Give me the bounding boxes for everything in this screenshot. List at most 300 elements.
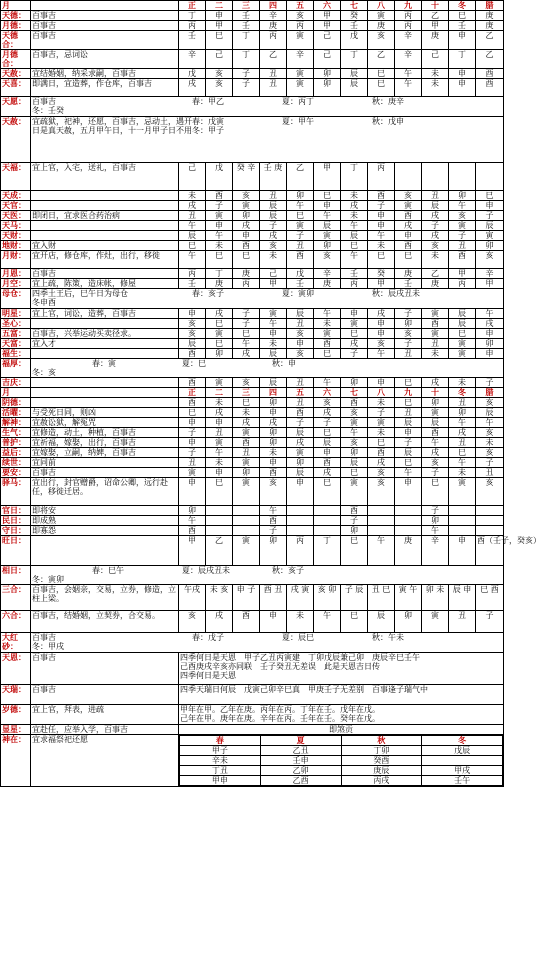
row-desc: 宜修造，动土，种植，百事吉 [31,428,179,438]
month-cell: 子 [179,448,206,458]
month-cell: 巳 [314,191,341,201]
row-name: 显星： [1,725,31,735]
shenzai-grid [179,735,504,787]
table-row [1,319,504,329]
month-cell: 子 [233,69,260,79]
month-cell: 午 [449,418,476,428]
row-name: 活曜： [1,408,31,418]
table-row [1,478,504,506]
month-cell: 戊 [341,31,368,50]
month-header: 正 [179,1,206,11]
month-cell [314,516,341,526]
month-cell: 寅 [449,478,476,506]
month-cell: 乙 [368,50,395,69]
month-cell: 申 [260,458,287,468]
season-summer: 夏：寅卯 [282,289,314,298]
month-cell: 巳 [179,241,206,251]
month-cell: 寅 [476,231,504,241]
month-cell: 申 [395,231,422,241]
table-row [1,418,504,428]
month-cell: 戌 [260,231,287,241]
month-header: 腊 [476,388,504,398]
month-cell: 辰 [260,349,287,359]
month-cell: 子 [476,378,504,388]
month-header-row [1,388,504,398]
table-row [1,725,504,735]
month-cell: 酉 [341,506,368,516]
table-row [1,69,504,79]
month-cell: 寅 午 [395,585,422,611]
month-cell: 酉 [449,251,476,269]
row-name: 岁德： [1,705,31,725]
shenzai-cell: 壬申 [260,756,341,766]
month-cell: 戌 [233,349,260,359]
row-desc: 即满日，宜造葬，作仓库，百事吉 [31,79,179,97]
row-name: 天官： [1,201,31,211]
month-cell: 寅 [422,329,449,339]
month-cell: 酉 丑 [260,585,287,611]
row-name: 福厚： [1,359,31,378]
table-row [1,211,504,221]
month-cell: 子 [395,339,422,349]
month-cell [368,516,395,526]
month-cell: 未 [449,468,476,478]
month-cell: 丙 [260,31,287,50]
header-blank [31,1,179,11]
row-desc: 宜出行，封官赠爵，诏命公卿，远行赴任，移徙迁居。 [31,478,179,506]
month-cell: 丑 巳 [368,585,395,611]
month-cell: 未 [206,398,233,408]
shenzai-cell: 庚辰 [341,766,422,776]
month-cell: 亥 [260,241,287,251]
table-row [1,611,504,633]
season-header: 夏 [260,736,341,746]
table-row [1,329,504,339]
row-desc [31,201,179,211]
row-desc: 即闭日，宜求医合药治病 [31,211,179,221]
row-desc [31,378,179,388]
month-cell: 辰 [314,221,341,231]
row-name: 月空： [1,279,31,289]
text-row [1,653,504,685]
table-row [1,526,504,536]
month-cell: 丑 [449,611,476,633]
month-header-row [1,1,504,11]
shenzai-cell [422,756,503,766]
month-cell: 丑 [287,398,314,408]
month-cell: 酉 [179,378,206,388]
month-cell [368,526,395,536]
month-cell: 亥 [476,251,504,269]
text-row [1,705,504,725]
row-name: 月德： [1,21,31,31]
row-desc: 与受死日同，则凶 [31,408,179,418]
month-cell: 巳 [233,251,260,269]
row-desc: 百事吉 [32,97,56,106]
month-cell: 辰 [260,201,287,211]
month-cell: 辛 [476,269,504,279]
table-row [1,448,504,458]
month-cell: 亥 [233,191,260,201]
month-cell: 酉 [476,79,504,97]
month-cell: 辰 [260,211,287,221]
row-name: 神在： [1,735,31,787]
month-cell: 巳 [449,11,476,21]
month-cell: 丑 [395,408,422,418]
table-row [1,468,504,478]
month-cell: 戌 [341,339,368,349]
month-cell: 亥 [476,428,504,438]
month-cell: 未 [206,458,233,468]
month-cell: 卯 [341,448,368,458]
month-cell: 甲 [368,279,395,289]
season-autumn: 秋：午未 [372,633,404,642]
month-cell: 子 [368,408,395,418]
month-cell: 亥 [368,31,395,50]
month-cell [287,526,314,536]
month-cell: 辛 [260,11,287,21]
season-autumn: 秋：亥子 [272,566,304,575]
season-header: 春 [180,736,261,746]
month-cell: 未 [341,211,368,221]
season-row [1,97,504,117]
month-cell [314,526,341,536]
table-row [1,536,504,566]
table-row [1,735,504,787]
table-row [1,221,504,231]
month-cell: 庚 [422,31,449,50]
month-cell: 亥 [341,408,368,418]
month-cell: 巳 [233,398,260,408]
text-line: 四季何日是天恩 [180,671,236,680]
month-cell: 甲 [476,279,504,289]
shenzai-cell: 癸酉 [341,756,422,766]
season-winter: 冬：亥 [32,368,56,377]
month-cell: 亥 [395,329,422,339]
month-cell: 巳 [341,468,368,478]
month-cell: 卯 [179,506,206,516]
month-cell: 酉 [260,468,287,478]
month-cell: 巳 酉 [476,585,504,611]
month-cell: 戌 [422,448,449,458]
month-cell: 申 [287,478,314,506]
season-summer: 夏：辰戌丑未 [182,566,230,575]
month-cell: 巳 [206,319,233,329]
month-cell: 戌 [476,319,504,329]
month-cell: 未 [341,191,368,201]
season-summer: 夏：辰巳 [282,633,314,642]
month-cell: 午 [179,221,206,231]
month-cell: 子 [233,309,260,319]
month-cell: 午 [260,319,287,329]
month-cell: 未 [476,438,504,448]
month-header: 四 [260,388,287,398]
text-line: 己酉庚戌辛亥亦同联 壬子癸丑无差误 此是天恩吉日传 [180,662,380,671]
month-cell: 酉 [206,191,233,201]
row-desc: 百事吉 [31,653,179,685]
table-row [1,585,504,611]
month-cell: 辰 [395,448,422,458]
month-cell: 申 [449,536,476,566]
month-cell: 丁 [179,11,206,21]
season-summer: 夏：甲午 [282,117,314,126]
month-cell: 寅 [341,418,368,428]
month-cell: 辰 [341,458,368,468]
row-desc: 百事吉 [32,633,56,642]
row-desc: 百事吉 [31,685,179,705]
table-row [1,339,504,349]
row-lines [179,653,504,685]
month-cell: 乙 [422,11,449,21]
month-cell: 卯 [314,69,341,79]
month-cell: 午 [206,231,233,241]
month-cell: 丙 [287,536,314,566]
table-row [1,231,504,241]
season-header: 秋 [341,736,422,746]
month-cell: 巳 [368,79,395,97]
month-cell: 子 [368,201,395,211]
month-cell: 巳 [287,211,314,221]
month-cell: 丑 [449,241,476,251]
month-cell [395,516,422,526]
month-cell: 己 [422,50,449,69]
month-cell: 未 [260,339,287,349]
season-spring: 春：亥子 [192,289,224,298]
shenzai-cell: 甲申 [180,776,261,786]
row-name: 天喜： [1,79,31,97]
month-cell: 巳 [449,329,476,339]
month-cell: 酉（壬子，癸亥） [476,536,504,566]
month-header: 八 [368,388,395,398]
text-row [1,685,504,705]
month-cell: 寅 [422,408,449,418]
month-cell: 申 [476,329,504,339]
month-cell [476,163,504,191]
month-header: 正 [179,388,206,398]
row-desc: 四季土王后，巳午日为母仓 [32,289,128,298]
month-cell: 辰 [179,339,206,349]
row-name: 普护： [1,438,31,448]
month-cell: 午 [314,611,341,633]
month-cell: 申 [314,448,341,458]
month-cell: 甲 [314,21,341,31]
month-cell: 乙 [287,163,314,191]
month-cell: 未 [422,251,449,269]
month-cell: 未 [368,398,395,408]
month-cell: 申 [179,418,206,428]
month-header: 六 [314,388,341,398]
month-cell: 丙 [179,21,206,31]
month-cell: 丙 [341,279,368,289]
month-cell: 辛 [287,50,314,69]
month-cell [395,506,422,516]
month-cell: 辰 [422,201,449,211]
month-cell: 巳 [314,349,341,359]
shenzai-cell: 甲戌 [422,766,503,776]
row-name: 天医： [1,211,31,221]
month-cell: 寅 [233,536,260,566]
month-cell: 卯 [422,516,449,526]
month-cell: 午 [422,438,449,448]
row-desc [31,349,179,359]
month-cell: 丙 [179,269,206,279]
month-cell: 巳 [368,438,395,448]
row-lines [179,685,504,705]
month-cell: 午 [233,339,260,349]
month-cell [449,506,476,516]
month-cell: 申 [179,438,206,448]
month-cell: 庚 [422,279,449,289]
month-cell: 申 [449,79,476,97]
month-cell: 午 [422,526,449,536]
shenzai-cell: 丙戌 [341,776,422,786]
month-cell: 辛 [395,31,422,50]
month-cell: 申 [368,329,395,339]
month-cell: 子 [206,201,233,211]
month-header: 七 [341,388,368,398]
month-cell: 巳 [314,478,341,506]
month-cell: 亥 [206,79,233,97]
month-cell: 酉 [422,428,449,438]
season-row [1,633,504,653]
month-cell: 庚 [368,21,395,31]
month-cell: 甲 [314,11,341,21]
shenzai-cell: 丁丑 [180,766,261,776]
month-cell: 卯 [233,211,260,221]
month-header: 冬 [449,1,476,11]
month-cell: 酉 [341,398,368,408]
season-autumn: 秋：庚辛 [372,97,404,106]
row-name: 月财： [1,251,31,269]
month-cell: 卯 [287,191,314,201]
row-name: 吉庆： [1,378,31,388]
table-row [1,191,504,201]
month-cell: 寅 [206,329,233,339]
month-cell: 壬 [233,21,260,31]
month-cell: 酉 [368,191,395,201]
month-cell: 辰 [395,418,422,428]
month-cell: 巳 [395,458,422,468]
month-cell: 戌 [233,418,260,428]
month-cell: 壬 [395,279,422,289]
month-cell: 戌 [422,231,449,241]
row-desc: 宜结婚姻，纳采求嗣，百事吉 [31,69,179,79]
season-winter: 冬：寅卯 [32,575,64,584]
header-blank [31,388,179,398]
month-cell: 巳 [206,251,233,269]
month-cell: 午 [395,468,422,478]
season-winter: 冬：壬癸 [32,106,64,115]
month-cell: 未 [368,428,395,438]
month-cell: 甲 [260,279,287,289]
month-cell: 寅 [260,309,287,319]
month-cell [206,516,233,526]
month-header: 腊 [476,1,504,11]
month-cell: 亥 [287,329,314,339]
month-cell: 子 [233,79,260,97]
month-cell: 子 [341,349,368,359]
month-cell: 亥 [314,398,341,408]
month-cell: 辰 [314,438,341,448]
month-cell [287,516,314,526]
row-desc: 宜上官，词讼，造葬，百事吉 [31,309,179,319]
month-cell: 申 [476,201,504,211]
month-cell: 申 [341,309,368,319]
month-cell: 卯 [260,536,287,566]
row-desc: 宜入才 [31,339,179,349]
month-cell: 申 [368,378,395,388]
month-cell: 庚 [395,269,422,279]
season-spring: 春：巳午 [92,566,124,575]
table-row [1,309,504,319]
month-cell: 卯 [206,349,233,359]
month-cell: 子 [476,458,504,468]
row-desc: 百事吉 [31,468,179,478]
month-cell: 午 [179,516,206,526]
row-name: 天愿： [1,97,31,117]
month-cell: 卯 [395,611,422,633]
row-lines [179,705,504,725]
row-desc: 宜求福祭祀还愿 [31,735,179,787]
month-cell: 申 [233,231,260,241]
month-cell: 戌 [422,211,449,221]
month-cell: 午 [449,201,476,211]
month-header: 冬 [449,388,476,398]
month-cell: 丑 [287,319,314,329]
month-cell: 甲 [449,269,476,279]
text-line: 甲年在甲。乙年在庚。丙年在丙。丁年在壬。戊年在戊。 [180,705,380,714]
month-cell: 戌 [368,458,395,468]
month-cell: 巳 [341,329,368,339]
month-cell: 子 [260,221,287,231]
month-cell: 己 [179,163,206,191]
month-cell: 壬 [449,21,476,31]
month-cell: 申 [206,468,233,478]
table-row [1,408,504,418]
row-desc [31,221,179,231]
month-cell: 辰 [179,231,206,241]
month-cell: 戌 [449,428,476,438]
month-cell: 寅 [314,329,341,339]
month-cell: 子 [260,526,287,536]
row-desc: 百事吉 [31,269,179,279]
month-cell: 丑 [287,241,314,251]
month-cell: 庚 [395,536,422,566]
month-cell: 申 [368,319,395,329]
month-cell: 戌 [314,468,341,478]
month-cell: 寅 [233,201,260,211]
month-cell: 亥 [233,378,260,388]
month-cell: 辰 [368,611,395,633]
month-cell: 亥 [287,349,314,359]
month-cell: 亥 [179,319,206,329]
month-cell: 丁 [341,163,368,191]
month-header: 九 [395,388,422,398]
row-desc: 宜上疏，陈策，造床帐，修屋 [31,279,179,289]
month-cell: 亥 [368,339,395,349]
month-cell: 亥 卯 [314,585,341,611]
row-name: 福生： [1,349,31,359]
month-cell: 乙 [260,50,287,69]
row-desc: 百事吉，兴举运动买卖径求。 [31,329,179,339]
row-name: 天财： [1,231,31,241]
table-row [1,241,504,251]
month-cell: 子 [476,611,504,633]
season-row [1,117,504,163]
month-cell: 酉 [179,349,206,359]
month-cell: 子 [422,468,449,478]
table-row [1,21,504,31]
